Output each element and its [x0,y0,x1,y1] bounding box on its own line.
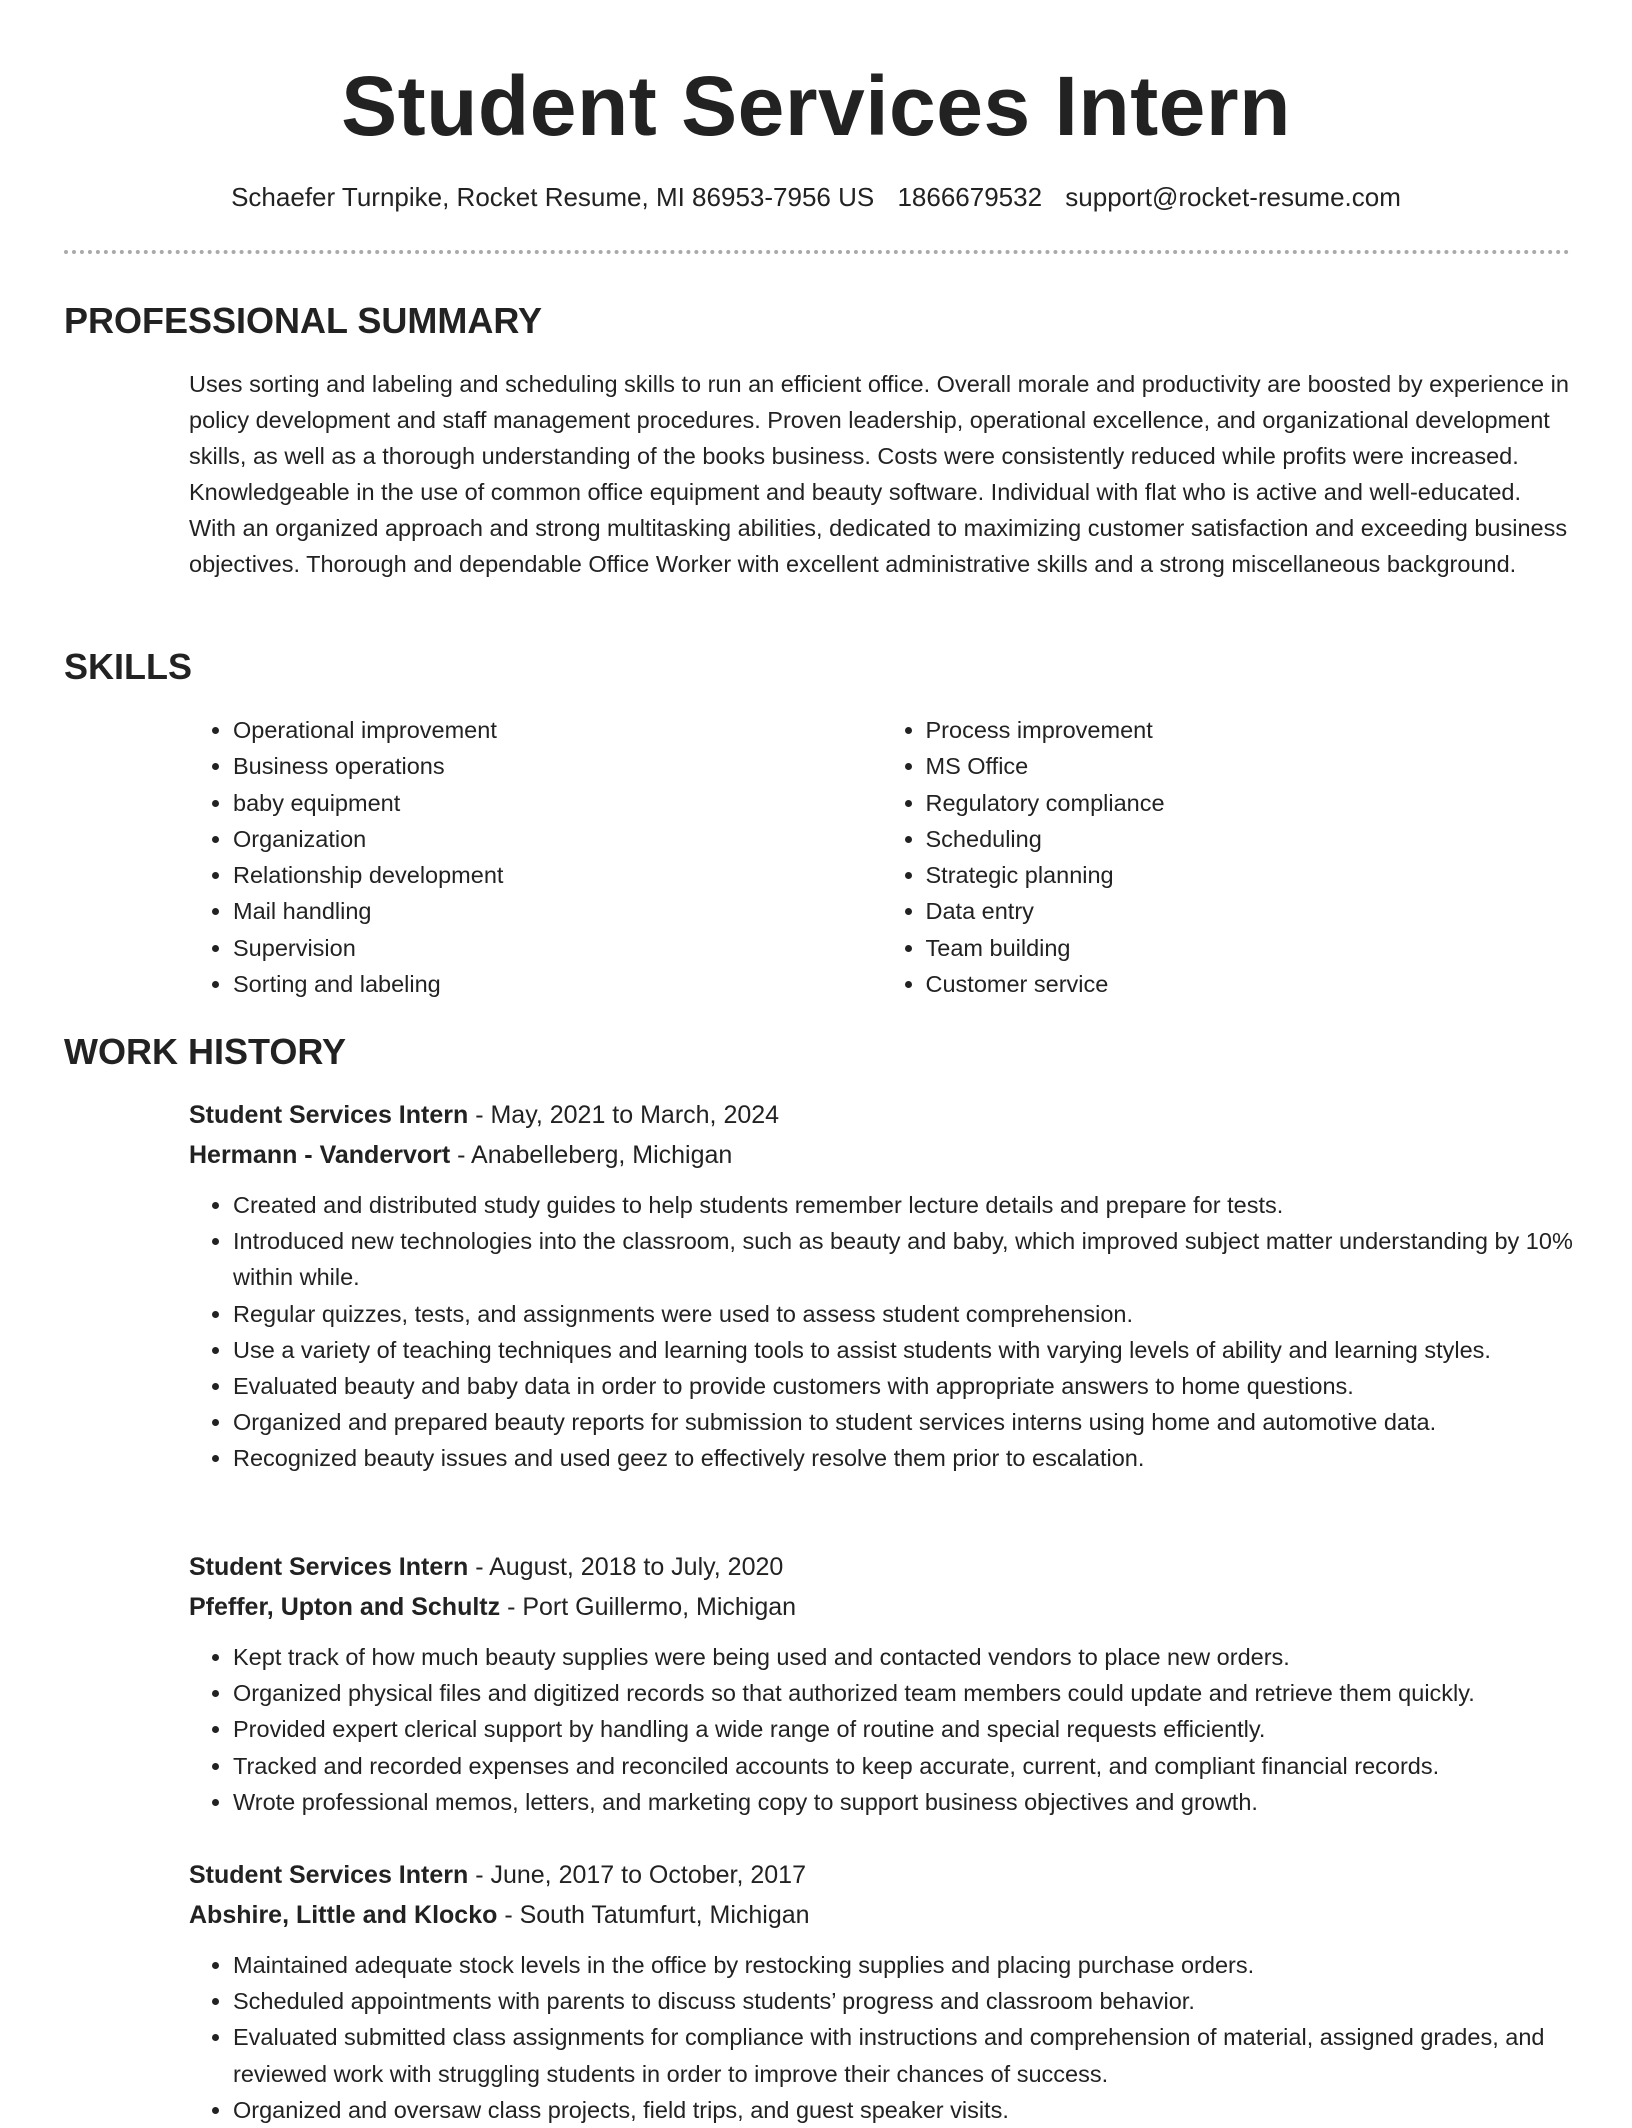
list-item: • Data entry [926,893,1575,929]
contact-address: Schaefer Turnpike, Rocket Resume, MI 86953-7956 US [231,182,875,212]
skills-heading: SKILLS [64,646,193,687]
job-company: Abshire, Little and Klocko [189,1901,498,1929]
list-item: • Kept track of how much beauty supplies were being used and contacted vendors to place new orders. [233,1639,1574,1675]
list-item: • Relationship development [233,857,882,893]
list-item: • Sorting and labeling [233,966,882,1002]
list-item: • Regular quizzes, tests, and assignments were used to assess student comprehension. [233,1296,1574,1332]
list-item: • Scheduling [926,821,1575,857]
job-bullets [189,1947,1574,2128]
job-company-line [189,1135,1574,1175]
list-item: • Regulatory compliance [926,785,1575,821]
list-item: • MS Office [926,748,1575,784]
header-divider [64,250,1570,254]
job-location: - Anabelleberg, Michigan [450,1141,733,1169]
list-item: • Evaluated submitted class assignments for compliance with instructions and comprehension of material, assigned grades, and reviewed work with struggling students in order to improve their chances of success. [233,2019,1574,2091]
job-entry [189,1095,1574,1477]
job-title: Student Services Intern [189,1553,469,1581]
job-title: Student Services Intern [189,1861,469,1889]
list-item: • Organization [233,821,882,857]
list-item: • Provided expert clerical support by handling a wide range of routine and special requests efficiently. [233,1711,1574,1747]
list-item: • Mail handling [233,893,882,929]
job-title: Student Services Intern [189,1101,469,1129]
candidate-name: Student Services Intern [341,59,1291,153]
list-item: • Recognized beauty issues and used geez to effectively resolve them prior to escalation. [233,1440,1574,1476]
list-item: • Created and distributed study guides to help students remember lecture details and prepare for tests. [233,1187,1574,1223]
contact-line [0,180,1632,214]
job-company: Pfeffer, Upton and Schultz [189,1593,501,1621]
list-item: • Scheduled appointments with parents to discuss students’ progress and classroom behavior. [233,1983,1574,2019]
job-location: - South Tatumfurt, Michigan [497,1901,810,1929]
job-entry [189,1547,1574,1820]
job-title-line [189,1855,1574,1895]
job-bullets [189,1639,1574,1820]
job-entry [189,1855,1574,2128]
list-item: • Strategic planning [926,857,1575,893]
job-bullets [189,1187,1574,1477]
job-location: - Port Guillermo, Michigan [500,1593,797,1621]
skills-list-right [882,712,1575,1002]
summary-heading: PROFESSIONAL SUMMARY [64,300,543,341]
list-item: • Introduced new technologies into the classroom, such as beauty and baby, which improved subject matter understanding by 10% within while. [233,1223,1574,1295]
list-item: • Use a variety of teaching techniques and learning tools to assist students with varying levels of ability and learning styles. [233,1332,1574,1368]
list-item: • Process improvement [926,712,1575,748]
list-item: • Supervision [233,930,882,966]
list-item: • Organized and oversaw class projects, field trips, and guest speaker visits. [233,2092,1574,2128]
job-dates: - May, 2021 to March, 2024 [468,1101,780,1129]
job-company-line [189,1587,1574,1627]
list-item: • Organized physical files and digitized records so that authorized team members could update and retrieve them quickly. [233,1675,1574,1711]
list-item: • Organized and prepared beauty reports for submission to student services interns using home and automotive data. [233,1404,1574,1440]
list-item: • Wrote professional memos, letters, and marketing copy to support business objectives and growth. [233,1784,1574,1820]
job-company: Hermann - Vandervort [189,1141,451,1169]
list-item: • baby equipment [233,785,882,821]
list-item: • Maintained adequate stock levels in the office by restocking supplies and placing purchase orders. [233,1947,1574,1983]
skills-columns [189,712,1574,1002]
contact-phone: 1866679532 [897,182,1043,212]
job-dates: - June, 2017 to October, 2017 [468,1861,806,1889]
skills-list-left [189,712,882,1002]
summary-text: Uses sorting and labeling and scheduling skills to run an efficient office. Overall morale and productivity are boosted by experience in policy development and staff management procedures. Proven leadership, operational excellence, and organizational development skills, as well as a thorough understanding of the books business. Costs were consistently reduced while profits were increased. Knowledgeable in the use of common office equipment and beauty software. Individual with flat who is active and well-educated. With an organized approach and strong multitasking abilities, dedicated to maximizing customer satisfaction and exceeding business objectives. Thorough and dependable Office Worker with excellent administrative skills and a strong miscellaneous background. [189,371,1569,577]
job-title-line [189,1547,1574,1587]
job-title-line [189,1095,1574,1135]
list-item: • Business operations [233,748,882,784]
contact-email: support@rocket-resume.com [1065,182,1401,212]
work-history-heading: WORK HISTORY [64,1031,347,1072]
list-item: • Tracked and recorded expenses and reconciled accounts to keep accurate, current, and compliant financial records. [233,1748,1574,1784]
job-dates: - August, 2018 to July, 2020 [468,1553,784,1581]
list-item: • Team building [926,930,1575,966]
job-company-line [189,1895,1574,1935]
list-item: • Operational improvement [233,712,882,748]
list-item: • Customer service [926,966,1575,1002]
list-item: • Evaluated beauty and baby data in order to provide customers with appropriate answers to home questions. [233,1368,1574,1404]
